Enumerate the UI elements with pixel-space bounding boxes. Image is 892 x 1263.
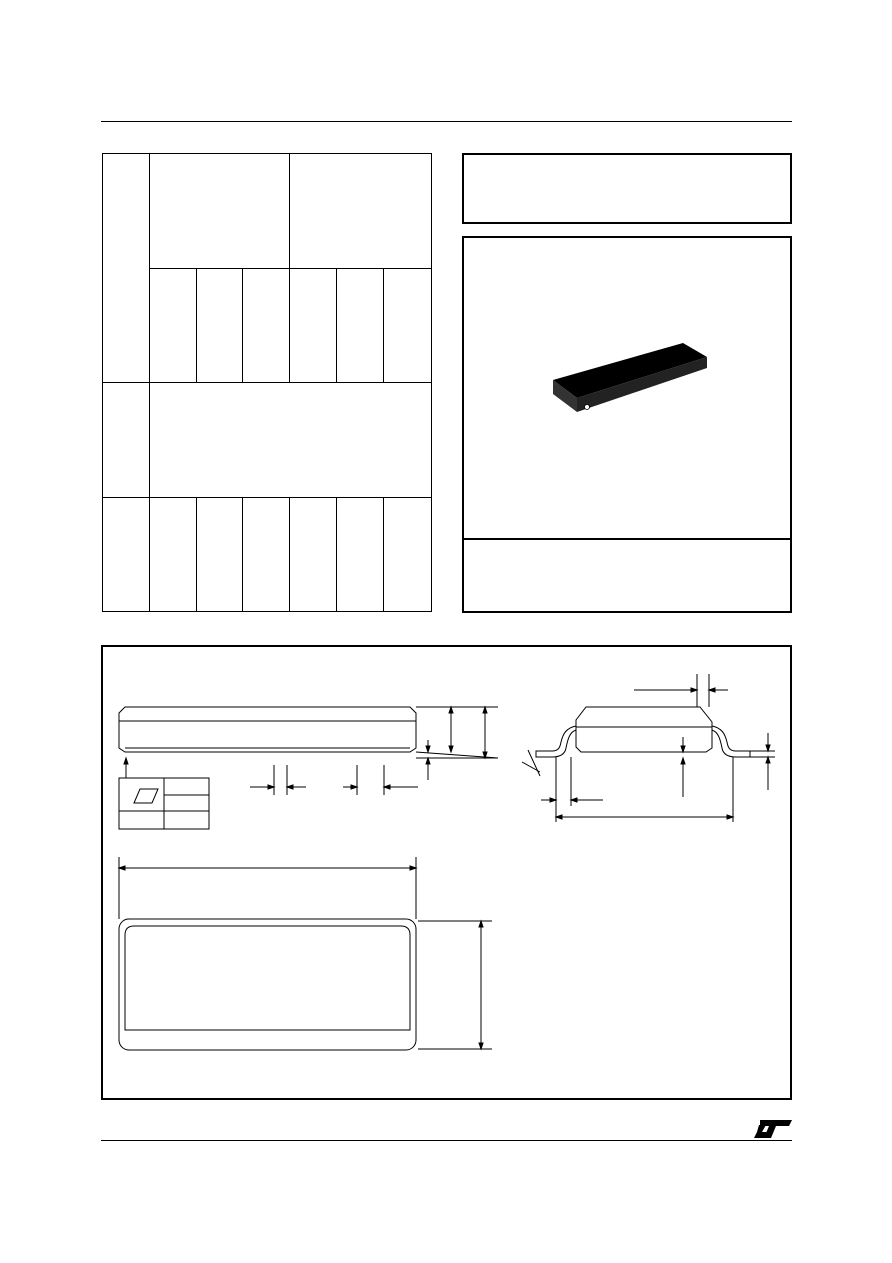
table-cell (337, 497, 384, 612)
footer-rule (101, 1140, 792, 1141)
table-cell (384, 497, 432, 612)
table-cell (103, 383, 150, 498)
table-row (103, 497, 432, 612)
table-cell (290, 497, 337, 612)
table-row (103, 383, 432, 498)
column-header (290, 268, 337, 383)
header-rule (101, 121, 792, 122)
header-dim-cell (103, 154, 150, 383)
header-group-inch (290, 154, 432, 269)
column-header (150, 268, 197, 383)
dimension-table (102, 153, 432, 612)
column-header (197, 268, 243, 383)
table-cell-merged (150, 383, 432, 498)
column-header (337, 268, 384, 383)
package-image-box (462, 236, 792, 613)
caption-divider (464, 538, 790, 540)
table-cell (150, 497, 197, 612)
column-header (243, 268, 290, 383)
column-header (384, 268, 432, 383)
package-title-box (462, 153, 792, 224)
table-cell (197, 497, 243, 612)
drawing-frame (101, 645, 792, 1100)
table-cell (243, 497, 290, 612)
table-cell (103, 497, 150, 612)
header-group-mm (150, 154, 290, 269)
